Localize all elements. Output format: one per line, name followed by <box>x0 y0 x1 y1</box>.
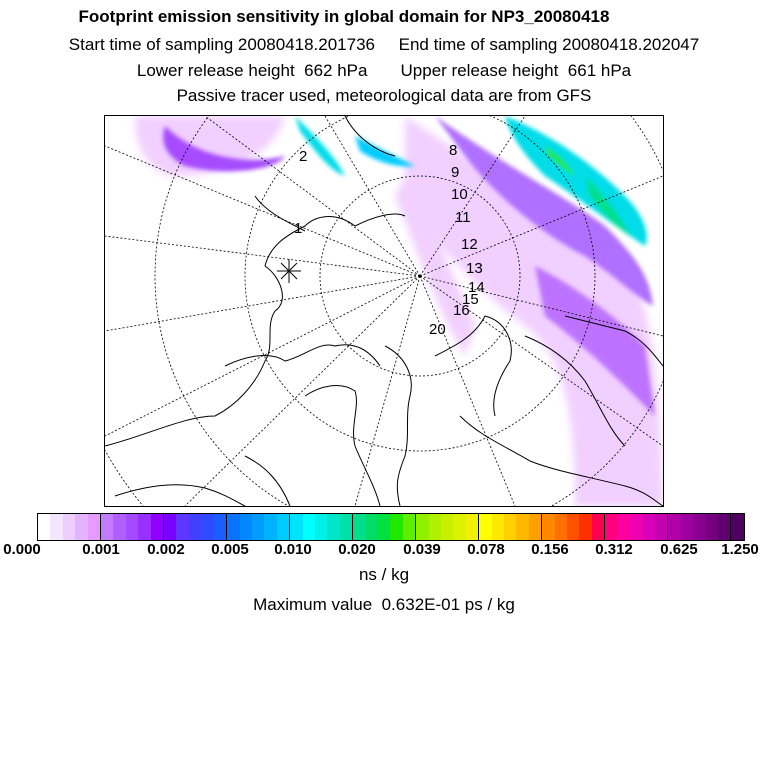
colorbar-swatch <box>579 514 591 540</box>
colorbar-swatch <box>429 514 441 540</box>
colorbar-swatch <box>655 514 668 540</box>
colorbar-swatch <box>529 514 542 540</box>
trajectory-label: 20 <box>429 321 446 338</box>
colorbar-swatch <box>327 514 339 540</box>
colorbar-tick: 1.250 <box>721 541 759 558</box>
colorbar-swatch <box>176 514 188 540</box>
colorbar-swatch <box>504 514 516 540</box>
release-point-star <box>277 259 301 283</box>
colorbar-swatch <box>290 514 302 540</box>
trajectory-label: 2 <box>299 148 308 165</box>
lower-release-height: Lower release height 662 hPa <box>136 61 368 80</box>
colorbar-swatch <box>441 514 453 540</box>
end-time: End time of sampling 20080418.202047 <box>398 35 700 54</box>
colorbar-swatch <box>668 514 680 540</box>
colorbar-swatch <box>201 514 213 540</box>
colorbar-swatch <box>101 514 113 540</box>
colorbar-swatch <box>731 514 743 540</box>
colorbar-swatch <box>466 514 479 540</box>
colorbar-tick: 0.156 <box>531 541 569 558</box>
map-canvas <box>105 116 663 506</box>
colorbar-swatch <box>693 514 705 540</box>
tracer-note: Passive tracer used, meteorological data are from GFS <box>176 86 592 105</box>
colorbar-swatch <box>264 514 276 540</box>
release-heights <box>0 61 768 81</box>
colorbar-swatch <box>416 514 428 540</box>
colorbar-tick: 0.312 <box>595 541 633 558</box>
colorbar-swatch <box>366 514 378 540</box>
colorbar-tick: 0.000 <box>3 541 41 558</box>
trajectory-label: 9 <box>451 164 460 181</box>
colorbar-swatch <box>353 514 365 540</box>
colorbar <box>37 513 745 541</box>
trajectory-label: 12 <box>461 236 478 253</box>
colorbar-swatch <box>390 514 402 540</box>
colorbar-swatch <box>315 514 327 540</box>
colorbar-swatch <box>252 514 264 540</box>
colorbar-swatch <box>164 514 176 540</box>
colorbar-swatch <box>75 514 87 540</box>
colorbar-swatch <box>50 514 62 540</box>
colorbar-swatch <box>227 514 239 540</box>
trajectory-label: 13 <box>466 260 483 277</box>
sampling-times <box>0 35 768 55</box>
colorbar-swatch <box>516 514 528 540</box>
colorbar-swatch <box>681 514 693 540</box>
trajectory-label: 16 <box>453 302 470 319</box>
colorbar-swatch <box>706 514 718 540</box>
colorbar-swatch <box>479 514 491 540</box>
colorbar-swatch <box>88 514 101 540</box>
colorbar-swatch <box>630 514 642 540</box>
trajectory-label: 14 <box>468 279 485 296</box>
colorbar-swatch <box>126 514 138 540</box>
colorbar-swatch <box>555 514 567 540</box>
colorbar-tick: 0.005 <box>211 541 249 558</box>
colorbar-tick: 0.020 <box>338 541 376 558</box>
maximum-value: Maximum value 0.632E-01 ps / kg <box>253 595 515 614</box>
trajectory-label: 10 <box>451 186 468 203</box>
colorbar-swatch <box>403 514 416 540</box>
trajectory-label: 8 <box>449 142 458 159</box>
upper-release-height: Upper release height 661 hPa <box>400 61 632 80</box>
footprint-map <box>104 115 664 507</box>
sensitivity-plume <box>135 116 663 506</box>
colorbar-units: ns / kg <box>358 565 410 584</box>
colorbar-swatch <box>492 514 504 540</box>
colorbar-swatch <box>605 514 617 540</box>
colorbar-tick: 0.039 <box>403 541 441 558</box>
colorbar-swatch <box>718 514 731 540</box>
colorbar-swatch <box>542 514 554 540</box>
colorbar-swatch <box>453 514 465 540</box>
colorbar-swatch <box>592 514 605 540</box>
colorbar-swatch <box>618 514 630 540</box>
colorbar-tick: 0.078 <box>467 541 505 558</box>
colorbar-swatch <box>378 514 390 540</box>
colorbar-swatch <box>643 514 655 540</box>
colorbar-swatch <box>277 514 290 540</box>
trajectory-label: 1 <box>294 220 303 237</box>
colorbar-swatch <box>38 514 50 540</box>
colorbar-swatch <box>214 514 227 540</box>
colorbar-swatch <box>138 514 150 540</box>
trajectory-label: 11 <box>455 209 471 226</box>
colorbar-swatch <box>567 514 579 540</box>
colorbar-tick: 0.002 <box>147 541 185 558</box>
colorbar-swatch <box>303 514 315 540</box>
colorbar-tick: 0.010 <box>274 541 312 558</box>
colorbar-swatch <box>151 514 164 540</box>
trajectory-label: 15 <box>462 291 479 308</box>
start-time: Start time of sampling 20080418.201736 <box>68 35 376 54</box>
colorbar-swatch <box>63 514 75 540</box>
map-title: Footprint emission sensitivity in global domain for NP3_20080418 <box>78 7 610 26</box>
colorbar-swatch <box>340 514 353 540</box>
colorbar-tick: 0.625 <box>660 541 698 558</box>
colorbar-swatch <box>240 514 252 540</box>
colorbar-swatch <box>189 514 201 540</box>
colorbar-swatch <box>113 514 125 540</box>
colorbar-tick: 0.001 <box>82 541 120 558</box>
